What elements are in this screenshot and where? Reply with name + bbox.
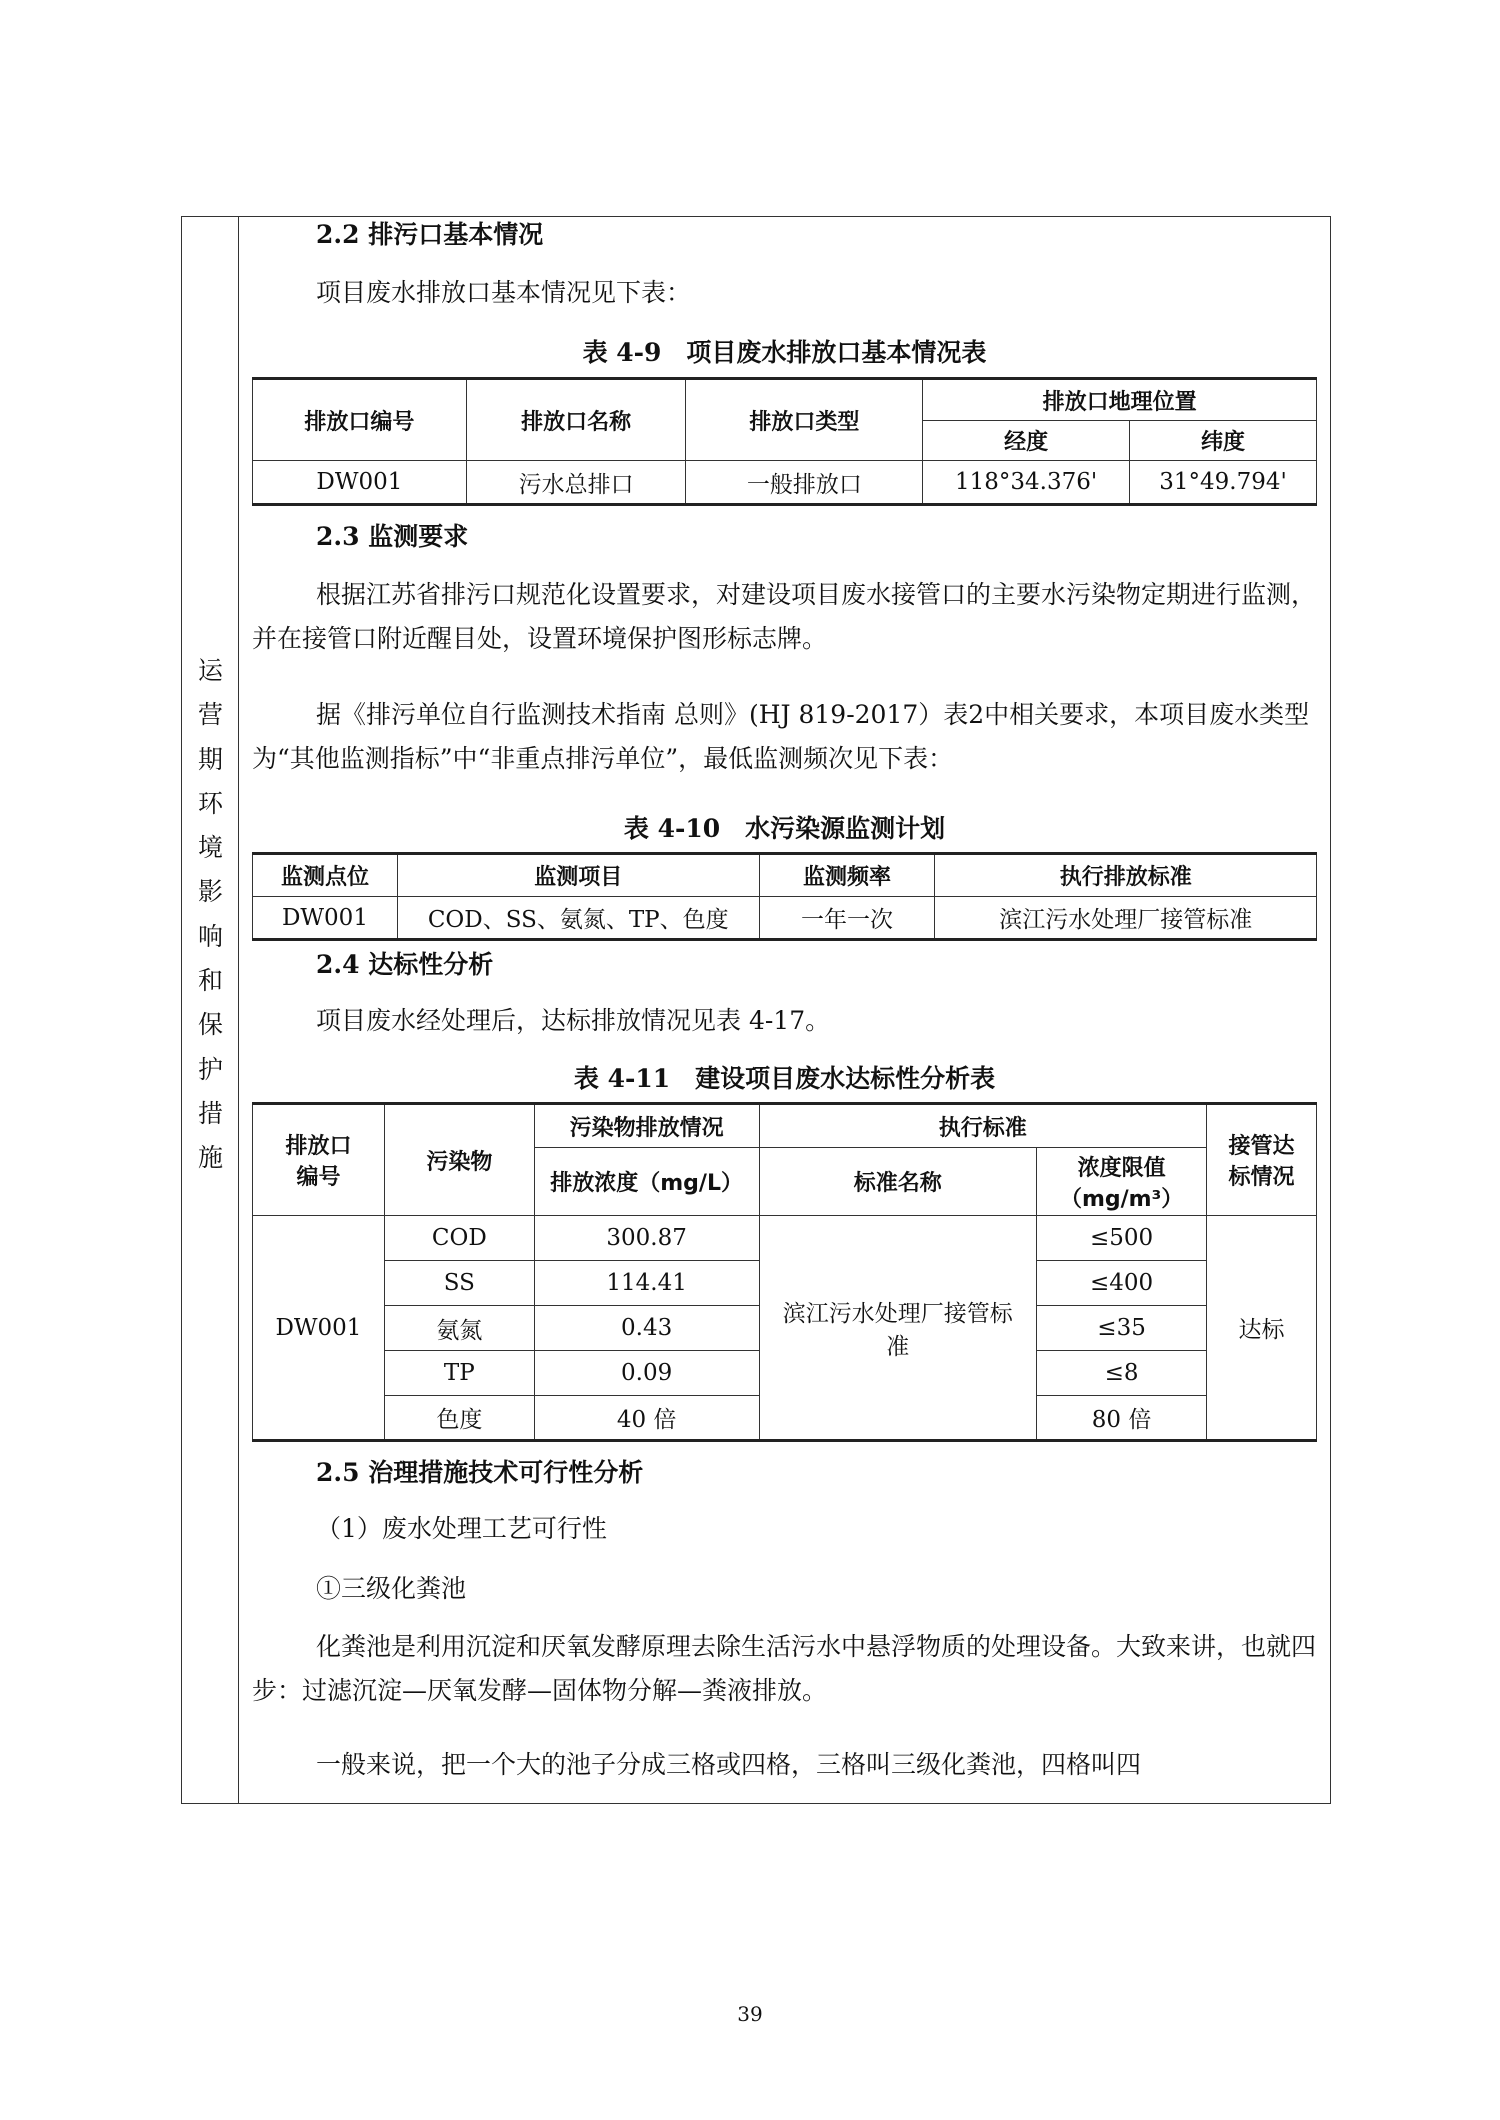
section-heading-2-4: 2.4 达标性分析 [316, 950, 494, 979]
section-heading-2-2: 2.2 排污口基本情况 [316, 220, 544, 249]
table-header: 排放口地理位置 [923, 379, 1317, 421]
table-header: 接管达标情况 [1207, 1104, 1317, 1216]
table-cell: DW001 [253, 461, 467, 505]
form-frame [181, 216, 1331, 1804]
table-cell: 80 倍 [1037, 1396, 1207, 1441]
table-cell: 氨氮 [384, 1306, 534, 1351]
table-cell: COD、SS、氨氮、TP、色度 [397, 897, 759, 940]
table-cell: 118°34.376' [923, 461, 1130, 505]
table-cell: 0.43 [534, 1306, 759, 1351]
table-header: 污染物 [384, 1104, 534, 1216]
side-label-column [182, 217, 239, 1803]
side-label-char: 营 [197, 700, 223, 730]
table-cell: DW001 [253, 1216, 385, 1441]
side-label-char: 施 [197, 1143, 223, 1173]
table-header: 监测点位 [253, 854, 398, 897]
table-4-9 [252, 377, 1317, 506]
table-cell: 0.09 [534, 1351, 759, 1396]
table-caption-4-11: 表 4-11 建设项目废水达标性分析表 [573, 1064, 996, 1093]
table-header: 监测频率 [759, 854, 935, 897]
table-4-11 [252, 1102, 1317, 1442]
table-cell: ≤400 [1037, 1261, 1207, 1306]
side-label-char: 期 [197, 744, 223, 774]
table-header: 执行标准 [759, 1104, 1207, 1148]
table-header: 纬度 [1130, 421, 1317, 461]
side-label-char: 和 [197, 966, 223, 996]
table-header: 标准名称 [759, 1148, 1037, 1216]
table-cell: 色度 [384, 1396, 534, 1441]
side-label-char: 环 [197, 788, 223, 818]
paragraph: 根据江苏省排污口规范化设置要求，对建设项目废水接管口的主要水污染物定期进行监测，并在接管口附近醒目处，设置环境保护图形标志牌。 [252, 580, 1317, 653]
table-cell: COD [384, 1216, 534, 1261]
paragraph: 一般来说，把一个大的池子分成三格或四格，三格叫三级化粪池，四格叫四 [316, 1750, 1142, 1779]
table-cell: 31°49.794' [1130, 461, 1317, 505]
table-cell: TP [384, 1351, 534, 1396]
table-4-10 [252, 852, 1317, 941]
table-cell: ≤35 [1037, 1306, 1207, 1351]
table-cell: 一年一次 [759, 897, 935, 940]
table-header: 排放口名称 [466, 379, 686, 461]
side-label-char: 响 [197, 921, 223, 951]
table-cell: 污水总排口 [466, 461, 686, 505]
table-cell: 114.41 [534, 1261, 759, 1306]
table-cell: DW001 [253, 897, 398, 940]
table-cell: ≤500 [1037, 1216, 1207, 1261]
side-label-char: 境 [197, 833, 223, 863]
table-cell: 达标 [1207, 1216, 1317, 1441]
table-header: 执行排放标准 [935, 854, 1317, 897]
table-caption-4-9: 表 4-9 项目废水排放口基本情况表 [582, 338, 987, 367]
page-number: 39 [737, 2002, 763, 2026]
table-caption-4-10: 表 4-10 水污染源监测计划 [623, 814, 946, 843]
paragraph: （1）废水处理工艺可行性 [316, 1514, 607, 1543]
side-label-char: 护 [197, 1054, 223, 1084]
table-cell: 滨江污水处理厂接管标准 [935, 897, 1317, 940]
table-header: 排放口编号 [253, 379, 467, 461]
paragraph: 化粪池是利用沉淀和厌氧发酵原理去除生活污水中悬浮物质的处理设备。大致来讲，也就四步：过滤沉淀—厌氧发酵—固体物分解—粪液排放。 [252, 1632, 1317, 1705]
side-label-char: 保 [197, 1010, 223, 1040]
table-row [253, 1216, 1317, 1261]
table-cell: 40 倍 [534, 1396, 759, 1441]
paragraph: 据《排污单位自行监测技术指南 总则》(HJ 819-2017）表2中相关要求，本项目废水类型为“其他监测指标”中“非重点排污单位”，最低监测频次见下表： [252, 700, 1310, 773]
table-header: 排放口编号 [253, 1104, 385, 1216]
table-cell: ≤8 [1037, 1351, 1207, 1396]
table-header: 排放口类型 [686, 379, 923, 461]
section-heading-2-5: 2.5 治理措施技术可行性分析 [316, 1458, 644, 1487]
paragraph: ①三级化粪池 [316, 1574, 467, 1603]
table-header: 污染物排放情况 [534, 1104, 759, 1148]
table-cell: 一般排放口 [686, 461, 923, 505]
table-row [253, 897, 1317, 940]
table-cell: SS [384, 1261, 534, 1306]
side-label-text [182, 649, 239, 1181]
side-label-char: 影 [197, 877, 223, 907]
paragraph: 项目废水经处理后，达标排放情况见表 4-17。 [316, 1006, 831, 1035]
section-heading-2-3: 2.3 监测要求 [316, 522, 469, 551]
table-header: 浓度限值（mg/m³） [1037, 1148, 1207, 1216]
paragraph: 项目废水排放口基本情况见下表： [316, 278, 692, 307]
table-header: 排放浓度（mg/L） [534, 1148, 759, 1216]
side-label-char: 运 [197, 656, 223, 685]
table-header: 监测项目 [397, 854, 759, 897]
table-cell: 滨江污水处理厂接管标准 [759, 1216, 1037, 1441]
table-row [253, 461, 1317, 505]
side-label-char: 措 [197, 1098, 223, 1128]
table-cell: 300.87 [534, 1216, 759, 1261]
table-header: 经度 [923, 421, 1130, 461]
